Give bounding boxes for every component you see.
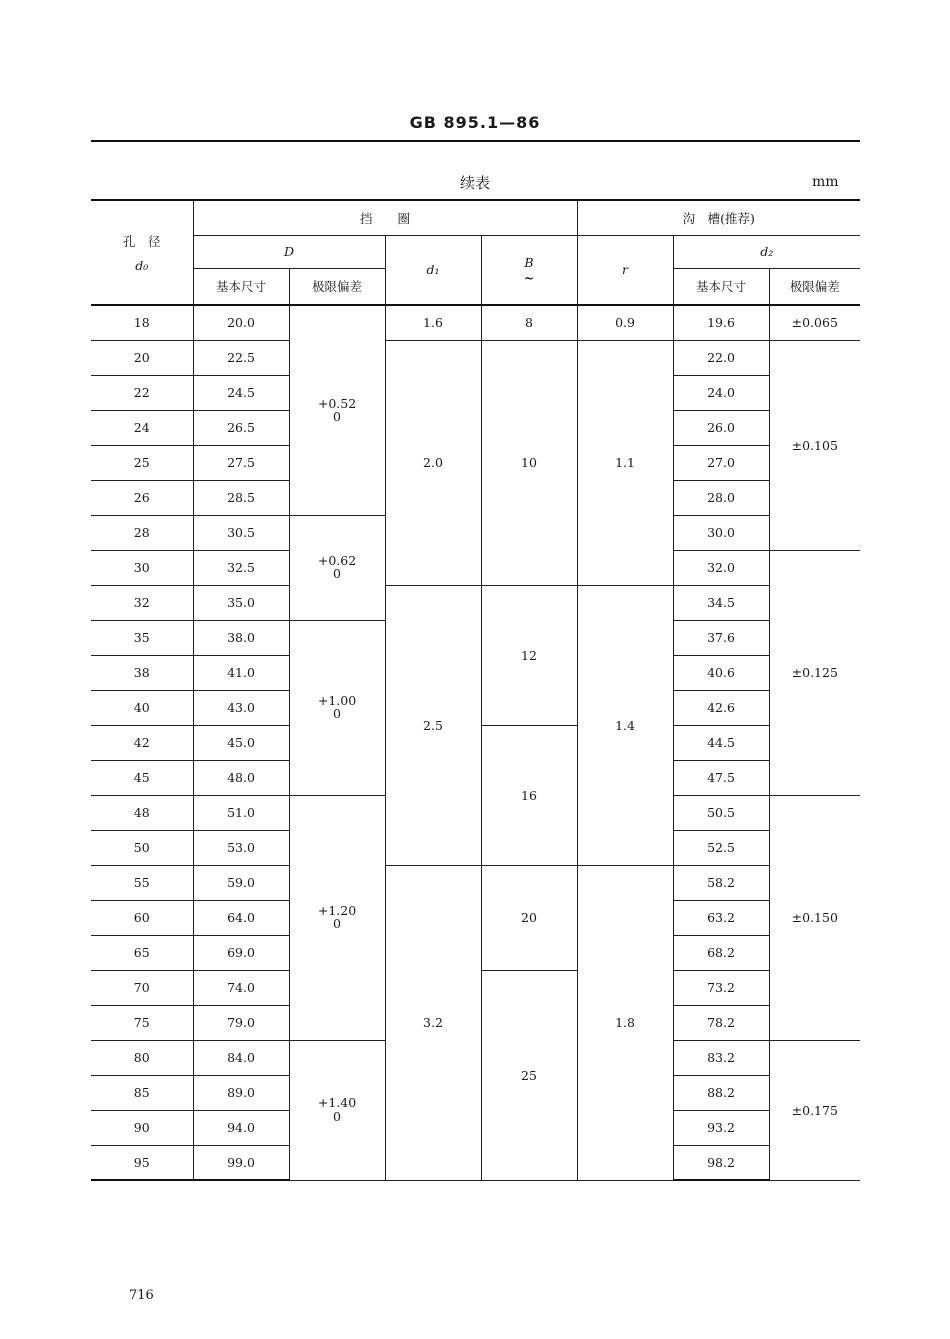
D-basic-cell: 28.5 — [193, 480, 289, 515]
bore-cell: 35 — [91, 620, 193, 655]
bore-cell: 75 — [91, 1005, 193, 1040]
d2-basic-cell: 28.0 — [673, 480, 769, 515]
d2-deviation-cell: ±0.150 — [769, 795, 860, 1040]
B-cell: 10 — [481, 340, 577, 585]
B-cell: 8 — [481, 305, 577, 340]
bore-cell: 65 — [91, 935, 193, 970]
bore-header: 孔 径 d₀ — [91, 200, 193, 305]
bore-cell: 18 — [91, 305, 193, 340]
d2-basic-cell: 63.2 — [673, 900, 769, 935]
bore-cell: 22 — [91, 375, 193, 410]
page-number: 716 — [129, 1288, 154, 1303]
table-row — [91, 305, 860, 340]
D-basic-cell: 89.0 — [193, 1075, 289, 1110]
bore-cell: 85 — [91, 1075, 193, 1110]
d2-basic-cell: 26.0 — [673, 410, 769, 445]
D-header: D — [193, 235, 385, 268]
D-basic-cell: 51.0 — [193, 795, 289, 830]
d2-basic-cell: 98.2 — [673, 1145, 769, 1180]
groove-header: 沟 槽(推荐) — [577, 200, 860, 235]
r-cell: 1.8 — [577, 865, 673, 1180]
D-basic-cell: 22.5 — [193, 340, 289, 375]
unit-label: mm — [812, 174, 839, 190]
r-cell: 1.4 — [577, 585, 673, 865]
D-deviation-cell: +1.40 0 — [289, 1040, 385, 1180]
D-basic-cell: 59.0 — [193, 865, 289, 900]
D-basic-cell: 74.0 — [193, 970, 289, 1005]
bore-cell: 80 — [91, 1040, 193, 1075]
d2-basic-cell: 47.5 — [673, 760, 769, 795]
D-basic-cell: 45.0 — [193, 725, 289, 760]
d2-deviation-cell: ±0.175 — [769, 1040, 860, 1180]
d1-cell: 3.2 — [385, 865, 481, 1180]
d2-basic-cell: 50.5 — [673, 795, 769, 830]
d2-header: d₂ — [673, 235, 860, 268]
d1-header: d₁ — [385, 235, 481, 305]
d2-basic-cell: 27.0 — [673, 445, 769, 480]
circlip-header: 挡 圈 — [193, 200, 577, 235]
bore-cell: 42 — [91, 725, 193, 760]
bore-cell: 90 — [91, 1110, 193, 1145]
r-header: r — [577, 235, 673, 305]
bore-cell: 38 — [91, 655, 193, 690]
D-limit-deviation-header: 极限偏差 — [289, 268, 385, 305]
B-header: B ~ — [481, 235, 577, 305]
bore-cell: 20 — [91, 340, 193, 375]
D-basic-cell: 53.0 — [193, 830, 289, 865]
bore-cell: 28 — [91, 515, 193, 550]
bore-cell: 50 — [91, 830, 193, 865]
D-basic-cell: 30.5 — [193, 515, 289, 550]
D-basic-cell: 26.5 — [193, 410, 289, 445]
D-deviation-cell: +1.20 0 — [289, 795, 385, 1040]
d2-basic-cell: 42.6 — [673, 690, 769, 725]
d2-basic-cell: 83.2 — [673, 1040, 769, 1075]
circlip-dimension-table — [91, 199, 860, 1181]
d2-limit-deviation-header: 极限偏差 — [769, 268, 860, 305]
D-basic-cell: 79.0 — [193, 1005, 289, 1040]
D-deviation-cell: +0.52 0 — [289, 305, 385, 515]
bore-cell: 25 — [91, 445, 193, 480]
B-cell: 12 — [481, 585, 577, 725]
d2-basic-cell: 24.0 — [673, 375, 769, 410]
table-row — [91, 585, 860, 620]
d2-deviation-cell: ±0.125 — [769, 550, 860, 795]
d2-basic-cell: 73.2 — [673, 970, 769, 1005]
D-deviation-cell: +0.62 0 — [289, 515, 385, 620]
D-basic-cell: 20.0 — [193, 305, 289, 340]
D-basic-cell: 69.0 — [193, 935, 289, 970]
table-row — [91, 340, 860, 375]
table-caption: 续表 — [459, 174, 490, 192]
bore-cell: 55 — [91, 865, 193, 900]
r-cell: 1.1 — [577, 340, 673, 585]
d2-basic-cell: 58.2 — [673, 865, 769, 900]
D-basic-cell: 99.0 — [193, 1145, 289, 1180]
D-basic-cell: 32.5 — [193, 550, 289, 585]
d2-basic-cell: 30.0 — [673, 515, 769, 550]
B-cell: 16 — [481, 725, 577, 865]
bore-cell: 70 — [91, 970, 193, 1005]
d2-basic-cell: 52.5 — [673, 830, 769, 865]
bore-cell: 48 — [91, 795, 193, 830]
B-cell: 25 — [481, 970, 577, 1180]
d2-basic-cell: 19.6 — [673, 305, 769, 340]
D-basic-cell: 94.0 — [193, 1110, 289, 1145]
d2-basic-cell: 32.0 — [673, 550, 769, 585]
bore-cell: 24 — [91, 410, 193, 445]
d2-basic-cell: 34.5 — [673, 585, 769, 620]
d2-deviation-cell: ±0.065 — [769, 305, 860, 340]
d2-basic-cell: 68.2 — [673, 935, 769, 970]
d1-cell: 1.6 — [385, 305, 481, 340]
D-basic-size-header: 基本尺寸 — [193, 268, 289, 305]
d2-deviation-cell: ±0.105 — [769, 340, 860, 550]
D-basic-cell: 24.5 — [193, 375, 289, 410]
table-row — [91, 865, 860, 900]
D-basic-cell: 41.0 — [193, 655, 289, 690]
bore-cell: 26 — [91, 480, 193, 515]
d2-basic-cell: 22.0 — [673, 340, 769, 375]
bore-cell: 60 — [91, 900, 193, 935]
D-basic-cell: 27.5 — [193, 445, 289, 480]
r-cell: 0.9 — [577, 305, 673, 340]
D-basic-cell: 48.0 — [193, 760, 289, 795]
d2-basic-cell: 40.6 — [673, 655, 769, 690]
D-basic-cell: 64.0 — [193, 900, 289, 935]
B-cell: 20 — [481, 865, 577, 970]
d2-basic-size-header: 基本尺寸 — [673, 268, 769, 305]
bore-cell: 40 — [91, 690, 193, 725]
bore-cell: 30 — [91, 550, 193, 585]
bore-cell: 45 — [91, 760, 193, 795]
D-basic-cell: 84.0 — [193, 1040, 289, 1075]
d2-basic-cell: 78.2 — [673, 1005, 769, 1040]
d2-basic-cell: 88.2 — [673, 1075, 769, 1110]
header-rule — [91, 140, 860, 142]
d2-basic-cell: 37.6 — [673, 620, 769, 655]
D-basic-cell: 43.0 — [193, 690, 289, 725]
d2-basic-cell: 44.5 — [673, 725, 769, 760]
D-basic-cell: 35.0 — [193, 585, 289, 620]
d1-cell: 2.0 — [385, 340, 481, 585]
bore-cell: 32 — [91, 585, 193, 620]
bore-cell: 95 — [91, 1145, 193, 1180]
d2-basic-cell: 93.2 — [673, 1110, 769, 1145]
d1-cell: 2.5 — [385, 585, 481, 865]
D-basic-cell: 38.0 — [193, 620, 289, 655]
D-deviation-cell: +1.00 0 — [289, 620, 385, 795]
standard-code: GB 895.1—86 — [409, 113, 541, 132]
